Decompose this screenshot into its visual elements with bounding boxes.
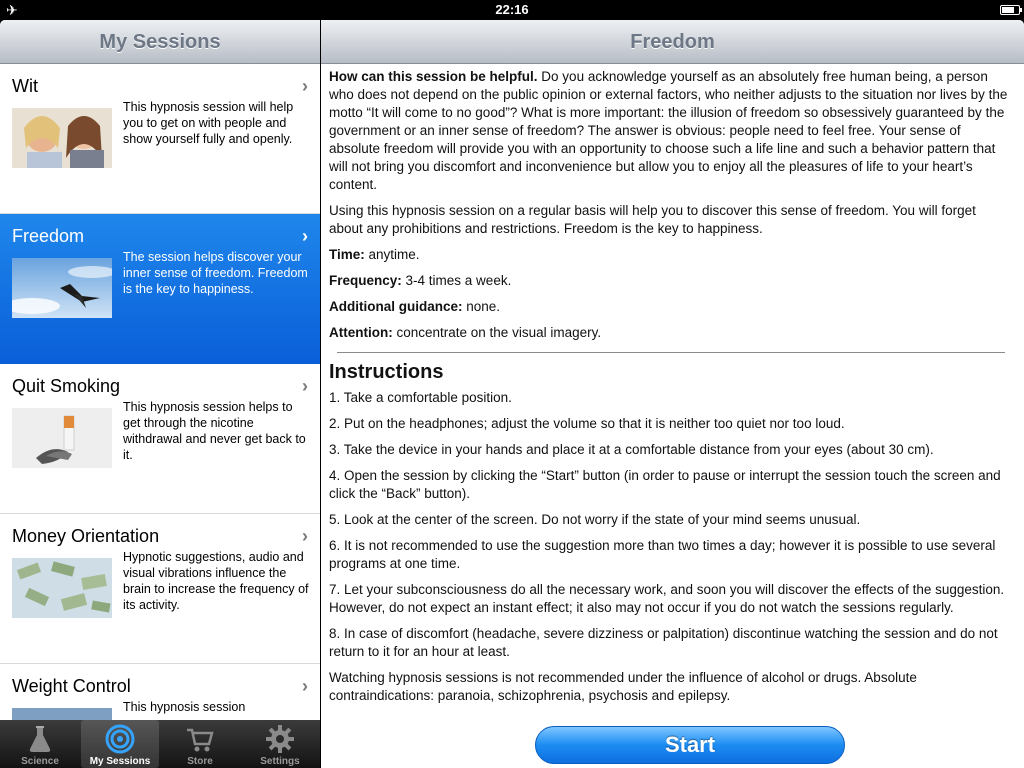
intro-heading: How can this session be helpful.	[329, 69, 538, 84]
tab-label: Science	[21, 756, 59, 767]
chevron-right-icon: ›	[302, 526, 308, 546]
chevron-right-icon: ›	[302, 676, 308, 696]
cart-icon	[185, 724, 215, 754]
tab-store[interactable]	[161, 720, 239, 768]
session-description: Hypnotic suggestions, audio and visual vibrations influence the brain to increase the frequency of its activity.	[123, 550, 309, 612]
session-thumbnail	[12, 708, 112, 720]
airplane-mode-icon: ✈	[6, 2, 18, 18]
session-thumbnail	[12, 108, 112, 168]
usage-paragraph: Using this hypnosis session on a regular basis will help you to discover this sense of freedom. You will forget about any prohibitions and restrictions. Freedom is the key to happiness.	[329, 203, 976, 236]
session-description: The session helps discover your inner sense of freedom. Freedom is the key to happiness.	[123, 250, 308, 296]
guidance-line	[329, 298, 1013, 316]
attention-label: Attention:	[329, 325, 393, 340]
instruction-step: 1. Take a comfortable position.	[329, 390, 512, 405]
guidance-value: none.	[462, 299, 501, 314]
session-description-text[interactable]	[329, 68, 1013, 718]
tab-label: Settings	[260, 756, 300, 767]
attention-line	[329, 324, 1013, 342]
time-label: Time:	[329, 247, 365, 262]
session-thumbnail	[12, 558, 112, 618]
gear-icon	[265, 724, 295, 754]
session-thumbnail	[12, 258, 112, 318]
frequency-line	[329, 272, 1013, 290]
session-item-wit[interactable]	[0, 64, 320, 214]
session-item-quit-smoking[interactable]	[0, 364, 320, 514]
session-title: Weight Control	[12, 676, 131, 696]
instruction-step: 3. Take the device in your hands and place it at a comfortable distance from your eyes (about 30 cm).	[329, 442, 934, 457]
sessions-list[interactable]	[0, 64, 320, 720]
session-item-money-orientation[interactable]	[0, 514, 320, 664]
session-title: Money Orientation	[12, 526, 160, 546]
status-bar	[0, 0, 1024, 20]
target-icon	[105, 724, 135, 754]
tab-label: My Sessions	[89, 756, 151, 767]
intro-paragraph	[329, 68, 1013, 194]
attention-value: concentrate on the visual imagery.	[392, 325, 602, 340]
instruction-step: 8. In case of discomfort (headache, severe dizziness or palpitation) discontinue watching the session and do not return to it for an hour at least.	[329, 626, 998, 659]
frequency-label: Frequency:	[329, 273, 402, 288]
guidance-label: Additional guidance:	[329, 299, 463, 314]
flask-icon	[25, 724, 55, 754]
tab-bar	[0, 720, 320, 768]
session-detail-pane	[321, 20, 1024, 768]
session-title: Wit	[12, 76, 38, 96]
instructions-heading: Instructions	[329, 361, 444, 383]
tab-label: Store	[187, 756, 213, 767]
sessions-title: My Sessions	[0, 20, 320, 64]
instruction-step: 7. Let your subconsciousness do all the necessary work, and soon you will discover the effects of the suggestion. However, do not expect an instant effect; it also may not occur if you do not watch the sessions regularly.	[329, 582, 1005, 615]
time-line	[329, 246, 1013, 264]
instruction-step: 2. Put on the headphones; adjust the volume so that it is neither too quiet nor too loud.	[329, 416, 845, 431]
instruction-step: 6. It is not recommended to use the suggestion more than two times a day; however it is possible to use several programs at one time.	[329, 538, 996, 571]
battery-icon	[1000, 5, 1020, 15]
instruction-step: 5. Look at the center of the screen. Do not worry if the state of your mind seems unusual.	[329, 512, 861, 527]
frequency-value: 3-4 times a week.	[401, 273, 512, 288]
time-value: anytime.	[364, 247, 420, 262]
chevron-right-icon: ›	[302, 76, 308, 96]
session-description: This hypnosis session helps to get through the nicotine withdrawal and never get back to it.	[123, 400, 306, 462]
instruction-step: 4. Open the session by clicking the “Start” button (in order to pause or interrupt the session touch the screen and click the “Back” button).	[329, 468, 1001, 501]
session-title: Freedom	[12, 226, 85, 246]
tab-my-sessions[interactable]	[81, 720, 159, 768]
warning-paragraph: Watching hypnosis sessions is not recommended under the influence of alcohol or drugs. Absolute contraindications: paranoia, schizophrenia, psychosis and epilepsy.	[329, 670, 917, 703]
session-thumbnail	[12, 408, 112, 468]
session-item-freedom[interactable]	[0, 214, 320, 364]
session-title: Quit Smoking	[12, 376, 121, 396]
sessions-pane	[0, 20, 320, 720]
detail-title: Freedom	[321, 20, 1024, 64]
status-time: 22:16	[495, 2, 529, 17]
session-description: This hypnosis session will help you to get on with people and show yourself fully and openly.	[123, 100, 294, 146]
chevron-right-icon: ›	[302, 376, 308, 396]
divider	[337, 352, 1005, 353]
intro-text: Do you acknowledge yourself as an absolutely free human being, a person who does not depend on the public opinion or external factors, who neither adjusts to the situation nor lives by the motto “It will come to no good”? What is more important: the illusion of freedom so obsessively guaranteed by the government or an inner sense of freedom? The answer is obvious: people need to feel free. Your sense of absolute freedom will provide you with an opportunity to choose such a life line and such a behavior pattern that will not bring you discomfort and inconvenience but allow you to enjoy all the pleasures of life to your heart’s content.	[329, 69, 1008, 192]
start-button[interactable]: Start	[535, 726, 845, 764]
session-item-weight-control[interactable]	[0, 664, 320, 720]
start-bar	[321, 722, 1024, 768]
session-description: This hypnosis session	[123, 700, 246, 714]
chevron-right-icon: ›	[302, 226, 308, 246]
tab-science[interactable]	[1, 720, 79, 768]
tab-settings[interactable]	[241, 720, 319, 768]
